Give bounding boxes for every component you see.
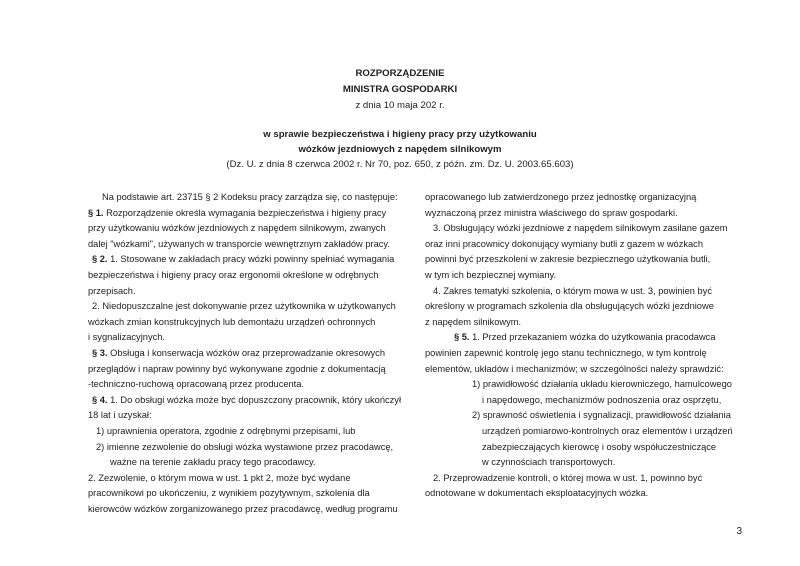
text-line: 2. Przeprowadzenie kontroli, o której mowa w ust. 1, powinno być bbox=[433, 472, 703, 483]
section-mark: § 3. bbox=[92, 347, 108, 358]
issue-date: z dnia 10 maja 202 r. bbox=[355, 100, 445, 111]
text-line: § 5. 1. Przed przekazaniem wózka do użytkowania pracodawca bbox=[454, 332, 716, 343]
left-column bbox=[88, 190, 410, 517]
text-line: 4. Zakres tematyki szkolenia, o którym mowa w ust. 3, powinien być bbox=[433, 285, 713, 296]
text-line: Na podstawie art. 23715 § 2 Kodeksu pracy zarządza się, co następuje: bbox=[102, 192, 398, 202]
text-line: wózkach zmian konstrukcyjnych lub demontażu urządzeń ochronnych bbox=[88, 316, 376, 327]
text-line: i napędowego, mechanizmów podnoszenia oraz osprzętu, bbox=[482, 394, 722, 405]
section-mark: § 5. bbox=[454, 332, 470, 343]
text-line: bezpieczeństwa i higieny pracy oraz ergonomii określone w odrębnych bbox=[88, 269, 379, 280]
text-line: opracowanego lub zatwierdzonego przez jednostkę organizacyjną bbox=[425, 192, 697, 202]
text-line: § 3. Obsługa i konserwacja wózków oraz przeprowadzanie okresowych bbox=[92, 347, 386, 358]
text-line: 2. Niedopuszczalne jest dokonywanie przez użytkownika w użytkowanych bbox=[92, 301, 396, 312]
page-number: 3 bbox=[736, 526, 742, 537]
text-line: pracownikowi po ukończeniu, z wynikiem pozytywnym, szkolenia dla bbox=[88, 488, 370, 499]
text-line: i sygnalizacyjnych. bbox=[88, 332, 165, 343]
list-item: 1) uprawnienia operatora, zgodnie z odrębnymi przepisami, lub bbox=[96, 425, 356, 436]
text-line: § 2. 1. Stosowane w zakładach pracy wózki powinny spełniać wymagania bbox=[92, 254, 395, 265]
text-line: 2. Zezwolenie, o którym mowa w ust. 1 pkt 2, może być wydane bbox=[88, 472, 351, 483]
text-line: § 4. 1. Do obsługi wózka może być dopuszczony pracownik, który ukończył bbox=[92, 394, 402, 405]
text-line: przeglądów i napraw powinny być wykonywane zgodnie z dokumentacją bbox=[88, 363, 386, 374]
text-line: ważne na terenie zakładu pracy tego pracodawcy. bbox=[110, 457, 316, 468]
list-item: 1) prawidłowość działania układu kierowniczego, hamulcowego bbox=[472, 379, 732, 390]
subject-line-1: w sprawie bezpieczeństwa i higieny pracy przy użytkowaniu bbox=[263, 129, 537, 140]
text-line: w czynnościach transportowych. bbox=[482, 457, 616, 468]
section-mark: § 4. bbox=[92, 394, 108, 405]
list-item: 2) sprawność oświetlenia i sygnalizacji, prawidłowość działania bbox=[472, 410, 731, 421]
text-line: 3. Obsługujący wózki jezdniowe z napędem silnikowym zasilane gazem bbox=[433, 223, 728, 234]
text-line: 18 lat i uzyskał: bbox=[88, 410, 152, 421]
text-line: zabezpieczających kierowcę i osoby współuczestniczące bbox=[482, 441, 717, 452]
text-line: przepisach. bbox=[88, 285, 136, 296]
text-line: oraz inni pracownicy dokonujący wymiany butli z gazem w wózkach bbox=[425, 238, 703, 249]
text-line: powinien zapewnić kontrolę jego stanu technicznego, w tym kontrolę bbox=[425, 347, 707, 358]
section-mark: § 1. bbox=[88, 207, 104, 218]
text-line: elementów, układów i mechanizmów; w szczególności należy sprawdzić: bbox=[425, 363, 724, 374]
text-line: kierowców wózków zorganizowanego przez pracodawcę, według programu bbox=[88, 503, 398, 514]
subject-line-2: wózków jezdniowych z napędem silnikowym bbox=[298, 144, 502, 155]
text-line: -techniczno-ruchową opracowaną przez producenta. bbox=[88, 379, 305, 390]
right-column bbox=[425, 190, 755, 502]
text-line: w tym ich bezpiecznej wymiany. bbox=[425, 269, 557, 280]
text-line: wyznaczoną przez ministra właściwego do spraw gospodarki. bbox=[425, 207, 678, 218]
text-line: przy użytkowaniu wózków jezdniowych z napędem silnikowym, zwanych bbox=[88, 223, 386, 234]
text-line: powinni być przeszkoleni w zakresie bezpiecznego użytkowania butli, bbox=[425, 254, 711, 265]
text-line: dalej "wózkami", używanych w transporcie wewnętrznym zakładów pracy. bbox=[88, 238, 390, 249]
list-item: 2) imienne zezwolenie do obsługi wózka wystawione przez pracodawcę, bbox=[96, 441, 394, 452]
text-line: odnotowane w dokumentach eksploatacyjnych wózka. bbox=[425, 488, 649, 499]
text-line: z napędem silnikowym. bbox=[425, 316, 522, 327]
section-mark: § 2. bbox=[92, 254, 108, 265]
document-type: ROZPORZĄDZENIE bbox=[355, 68, 445, 79]
text-line: urządzeń pomiarowo-kontrolnych oraz elementów i urządzeń bbox=[482, 425, 733, 436]
issuer: MINISTRA GOSPODARKI bbox=[342, 84, 458, 95]
text-line: § 1. Rozporządzenie określa wymagania bezpieczeństwa i higieny pracy bbox=[88, 207, 387, 218]
text-line: określony w programach szkolenia dla obsługujących wózki jezdniowe bbox=[425, 301, 714, 312]
publication-reference: (Dz. U. z dnia 8 czerwca 2002 r. Nr 70, poz. 650, z późn. zm. Dz. U. 2003.65.603) bbox=[226, 159, 574, 170]
